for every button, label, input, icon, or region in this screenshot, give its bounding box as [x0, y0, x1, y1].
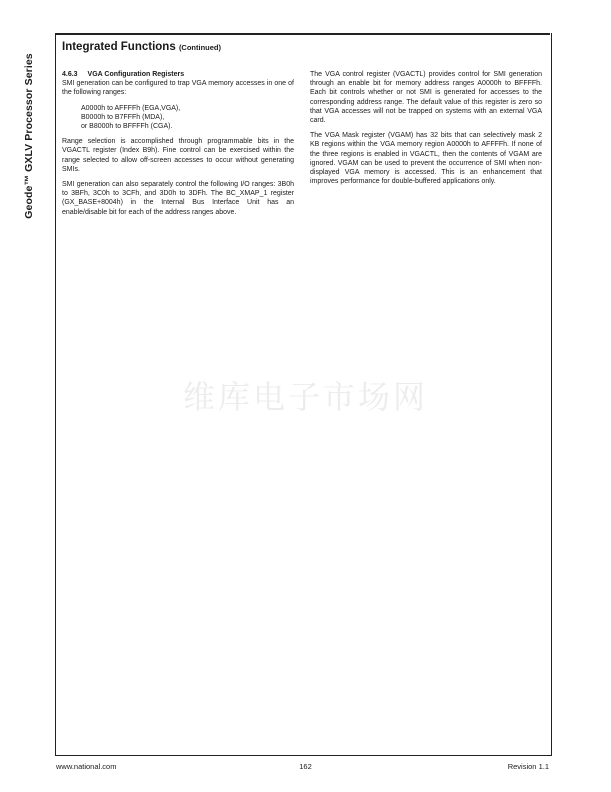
range-selection-paragraph: Range selection is accomplished through programmable bits in the VGACTL register (Index B9h). Fine control can be exercised within the range selected to allow off-screen accesses to occur without generating SMIs. [62, 138, 294, 173]
subsection-title: VGA Configuration Registers [87, 71, 185, 78]
section-title-text: Integrated Functions [62, 41, 176, 53]
footer-page-number: 162 [299, 762, 312, 771]
subsection-number: 4.6.3 [62, 71, 78, 78]
range-item: A0000h to AFFFFh (EGA,VGA), [81, 104, 181, 112]
range-item: B0000h to B7FFFh (MDA), [81, 113, 165, 121]
side-series-title [8, 36, 50, 236]
range-list [81, 104, 294, 132]
range-item: or B8000h to BFFFFh (CGA). [81, 123, 173, 131]
io-ranges-paragraph: SMI generation can also separately control the following I/O ranges: 3B0h to 3BFh, 3C0h to 3CFh, and 3D0h to 3DFh. The BC_XMAP_1 register (GX_BASE+8004h) in the Internal Bus Interface Unit has an enable/disable bit for each of the address ranges above. [62, 181, 294, 216]
watermark-text: 维库电子市场网 [182, 378, 428, 416]
vgactl-paragraph: The VGA control register (VGACTL) provides control for SMI generation through an enable bit for memory address ranges A0000h to BFFFFh. Each bit controls whether or not SMI is generated for accesses to the corresponding address range. The default value of this register is zero so that VGA accesses will not be trapped on systems with an external VGA card. [310, 71, 542, 125]
left-column [62, 70, 294, 223]
section-title [62, 41, 221, 53]
footer-url: www.national.com [56, 762, 117, 771]
vgam-paragraph: The VGA Mask register (VGAM) has 32 bits that can selectively mask 2 KB regions within the VGA memory region A0000h to AFFFFh. If none of the three regions is enabled in VGACTL, then the contents of VGAM are ignored. VGAM can be used to prevent the occurrence of SMI when non-displayed VGA memory is accessed. This is an enhancement that improves performance for double-buffered applications only. [310, 132, 542, 186]
intro-paragraph: SMI generation can be configured to trap VGA memory accesses in one of the following ranges: [62, 80, 294, 97]
right-column [310, 70, 542, 192]
header-rule [56, 33, 550, 35]
subsection-heading [62, 70, 294, 79]
footer-revision: Revision 1.1 [507, 762, 549, 771]
section-continued: (Continued) [178, 43, 222, 52]
side-series-title-text: Geode™ GXLV Processor Series [23, 53, 35, 219]
